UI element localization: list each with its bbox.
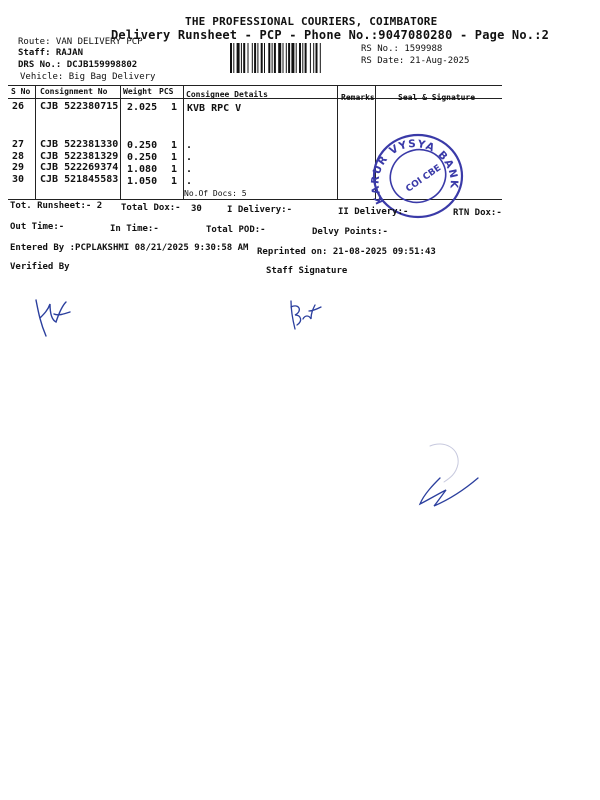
rs-date: RS Date: 21-Aug-2025 <box>361 56 470 66</box>
verified-by: Verified By <box>10 262 70 272</box>
barcode-bar <box>248 43 249 73</box>
stamp-text: KARUR VYSYA BANK <box>369 137 460 206</box>
barcode-bar <box>274 43 276 73</box>
header-sno: S No <box>11 87 31 96</box>
barcode-bar <box>286 43 287 73</box>
row-consignment: CJB 522269374 <box>40 162 119 173</box>
barcode-bar <box>233 43 234 73</box>
row-consignee: . <box>186 164 193 175</box>
row-weight: 1.080 <box>127 164 158 175</box>
table-top-border <box>8 85 502 86</box>
barcode-bar <box>288 43 290 73</box>
col-divider <box>337 85 338 199</box>
svg-text:KARUR VYSYA BANK <box>369 138 459 206</box>
row-sno: 30 <box>12 174 25 185</box>
verifier-signature <box>28 292 78 342</box>
staff-label: Staff: RAJAN <box>18 48 84 58</box>
row-consignee: . <box>186 176 193 187</box>
entered-by: Entered By :PCPLAKSHMI 08/21/2025 9:30:58 AM <box>10 243 249 253</box>
rs-number: RS No.: 1599988 <box>361 44 443 54</box>
barcode-bar <box>296 43 297 73</box>
barcode-bar <box>254 43 256 73</box>
i-delivery: I Delivery:- <box>227 205 293 215</box>
row-pcs: 1 <box>171 176 178 187</box>
total-dox-value: 30 <box>191 204 202 214</box>
barcode-bar <box>302 43 303 73</box>
row-sno: 27 <box>12 139 25 150</box>
barcode-bar <box>320 43 321 73</box>
total-pod: Total POD:- <box>206 225 266 235</box>
barcode-bar <box>257 43 258 73</box>
col-divider <box>120 85 121 199</box>
row-consignee: KVB RPC V <box>187 103 242 114</box>
row-weight: 0.250 <box>127 140 158 151</box>
col-divider <box>35 85 36 199</box>
tot-runsheet: Tot. Runsheet:- 2 <box>10 201 103 211</box>
barcode-bar <box>261 43 263 73</box>
rtn-dox: RTN Dox:- <box>453 208 502 218</box>
no-of-docs: No.Of Docs: 5 <box>184 189 247 198</box>
row-consignment: CJB 522381329 <box>40 151 119 162</box>
total-dox-label: Total Dox:- <box>121 203 181 213</box>
row-weight: 0.250 <box>127 152 158 163</box>
row-pcs: 1 <box>171 102 178 113</box>
delvy-points: Delvy Points:- <box>312 227 388 237</box>
row-consignee: . <box>186 152 193 163</box>
in-time: In Time:- <box>110 224 159 234</box>
receiver-signature <box>410 438 490 513</box>
barcode-bar <box>299 43 301 73</box>
barcode-bar <box>237 43 240 73</box>
barcode-bar <box>268 43 270 73</box>
header-remarks: Remarks <box>341 93 375 102</box>
barcode-bar <box>291 43 294 73</box>
barcode <box>230 43 358 73</box>
runsheet-title: Delivery Runsheet - PCP - Phone No.:9047080280 - Page No.:2 <box>111 28 550 42</box>
header-pcs: PCS <box>159 87 174 96</box>
barcode-bar <box>316 43 318 73</box>
barcode-bar <box>278 43 281 73</box>
row-consignment: CJB 521845583 <box>40 174 119 185</box>
row-sno: 28 <box>12 151 25 162</box>
header-consignee: Consignee Details <box>186 90 268 99</box>
staff-signature-label: Staff Signature <box>266 266 348 276</box>
row-pcs: 1 <box>171 140 178 151</box>
barcode-bar <box>241 43 242 73</box>
row-sno: 26 <box>12 101 25 112</box>
row-pcs: 1 <box>171 164 178 175</box>
row-weight: 1.050 <box>127 176 158 187</box>
row-weight: 2.025 <box>127 102 158 113</box>
vehicle-label: Vehicle: Big Bag Delivery <box>20 72 156 82</box>
company-name: THE PROFESSIONAL COURIERS, COIMBATORE <box>185 15 438 28</box>
barcode-bar <box>264 43 265 73</box>
barcode-bar <box>230 43 232 73</box>
barcode-bar <box>243 43 245 73</box>
header-seal: Seal & Signature <box>398 93 476 102</box>
ii-delivery: II Delivery:- <box>338 207 409 217</box>
barcode-bar <box>305 43 307 73</box>
barcode-bar <box>310 43 311 73</box>
header-consignment: Consignment No <box>40 87 108 96</box>
col-divider <box>183 85 184 199</box>
row-sno: 29 <box>12 162 25 173</box>
drs-number: DRS No.: DCJB159998802 <box>18 60 138 70</box>
out-time: Out Time:- <box>10 222 65 232</box>
barcode-bar <box>313 43 314 73</box>
row-consignment: CJB 522381330 <box>40 139 119 150</box>
barcode-bar <box>272 43 273 73</box>
staff-signature <box>285 297 325 333</box>
row-consignee: . <box>186 140 193 151</box>
row-pcs: 1 <box>171 152 178 163</box>
header-weight: Weight <box>123 87 152 96</box>
stamp-inner-text: COI CBE <box>404 163 444 195</box>
barcode-bar <box>283 43 284 73</box>
reprinted-on: Reprinted on: 21-08-2025 09:51:43 <box>257 247 436 257</box>
barcode-bar <box>252 43 253 73</box>
route-label: Route: VAN DELIVERY PCP <box>18 37 143 47</box>
row-consignment: CJB 522380715 <box>40 101 119 112</box>
